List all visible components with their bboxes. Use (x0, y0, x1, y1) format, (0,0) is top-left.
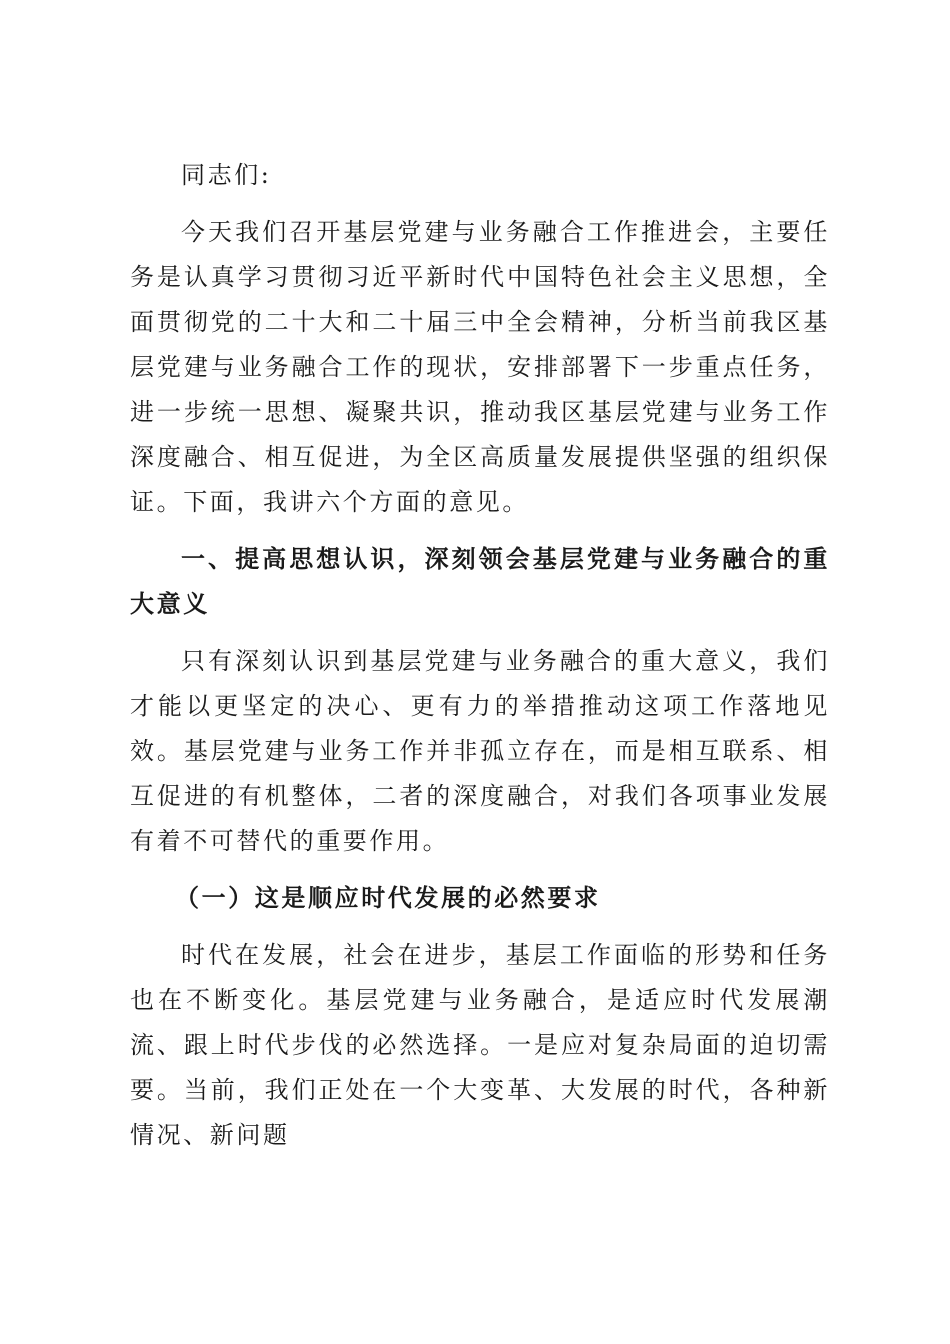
greeting: 同志们: (181, 161, 272, 189)
section-1-paragraph: 只有深刻认识到基层党建与业务融合的重大意义，我们才能以更坚定的决心、更有力的举措推动这项工作落地见效。基层党建与业务工作并非孤立存在，而是相互联系、相互促进的有机整体，二者的深度融合，对我们各项事业发展有着不可替代的重要作用。 (130, 647, 830, 855)
section-heading-1: 一、提高思想认识，深刻领会基层党建与业务融合的重大意义 (130, 545, 830, 618)
intro-paragraph: 今天我们召开基层党建与业务融合工作推进会，主要任务是认真学习贯彻习近平新时代中国特色社会主义思想，全面贯彻党的二十大和二十届三中全会精神，分析当前我区基层党建与业务融合工作的现状，安排部署下一步重点任务，进一步统一思想、凝聚共识，推动我区基层党建与业务工作深度融合、相互促进，为全区高质量发展提供坚强的组织保证。下面，我讲六个方面的意见。 (130, 218, 830, 516)
document-body (130, 153, 830, 1158)
subsection-1-paragraph: 时代在发展，社会在进步，基层工作面临的形势和任务也在不断变化。基层党建与业务融合，是适应时代发展潮流、跟上时代步伐的必然选择。一是应对复杂局面的迫切需要。当前，我们正处在一个大变革、大发展的时代，各种新情况、新问题 (130, 941, 830, 1149)
subsection-heading-1: （一）这是顺应时代发展的必然要求 (175, 884, 601, 912)
